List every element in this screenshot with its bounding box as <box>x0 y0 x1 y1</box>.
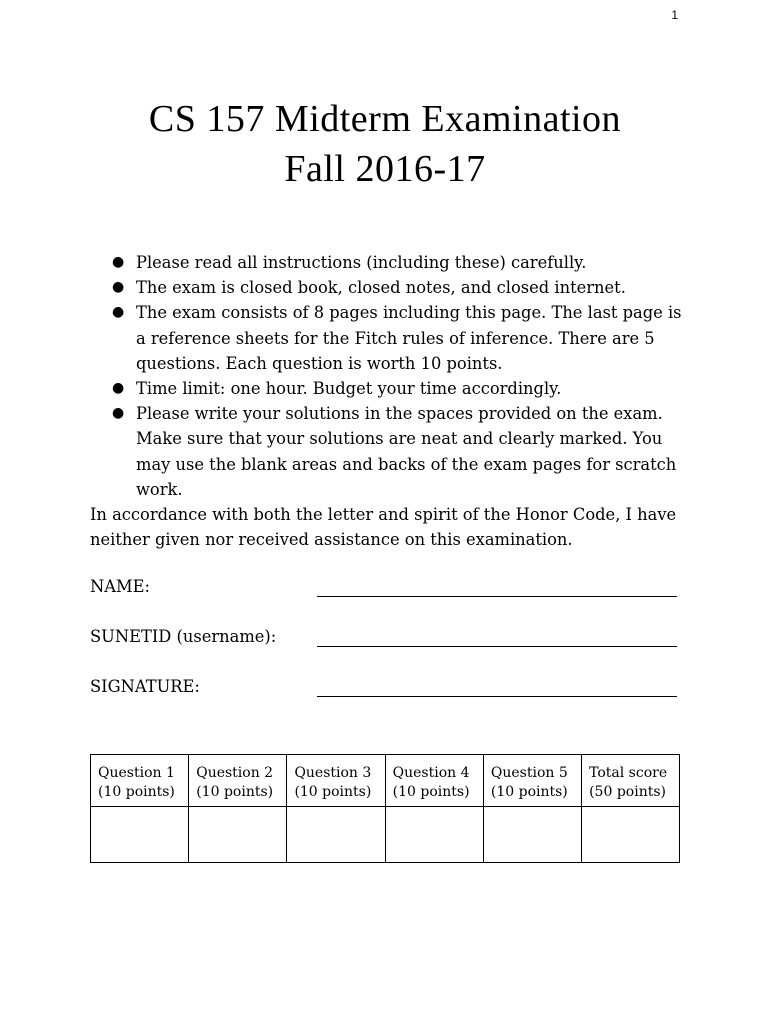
exam-title <box>0 94 770 194</box>
instruction-item <box>90 401 690 502</box>
score-header-points: (10 points) <box>294 784 372 800</box>
score-cell-q4[interactable] <box>385 807 483 863</box>
name-label: NAME: <box>90 577 151 596</box>
score-header-q1 <box>91 755 189 807</box>
signature-field <box>90 677 680 705</box>
score-header-q5 <box>483 755 581 807</box>
name-blank-line[interactable] <box>317 596 677 597</box>
signature-blank-line[interactable] <box>317 696 677 697</box>
instruction-item <box>90 250 690 275</box>
score-cell-q5[interactable] <box>483 807 581 863</box>
score-header-q3 <box>287 755 385 807</box>
bullet-icon: ● <box>112 405 125 422</box>
honor-code-statement: In accordance with both the letter and spirit of the Honor Code, I have neither given nor received assistance on this examination. <box>90 505 677 550</box>
score-cell-q1[interactable] <box>91 807 189 863</box>
sunetid-field <box>90 627 680 655</box>
instruction-text: The exam consists of 8 pages including this page. The last page is a reference sheets for the Fitch rules of inference. There are 5 questions. Each question is worth 10 points. <box>136 303 682 373</box>
score-cell-total[interactable] <box>582 807 680 863</box>
instruction-item <box>90 275 690 300</box>
score-header-title: Total score <box>589 765 668 781</box>
instruction-item <box>90 376 690 401</box>
instruction-text: Please write your solutions in the spaces provided on the exam. Make sure that your solutions are neat and clearly marked. You may use the blank areas and backs of the exam pages for scratch work. <box>136 404 677 499</box>
score-header-title: Question 2 <box>196 765 274 781</box>
signature-label: SIGNATURE: <box>90 677 200 696</box>
score-header-points: (10 points) <box>490 784 568 800</box>
bullet-icon: ● <box>112 380 125 397</box>
bullet-icon: ● <box>112 279 125 296</box>
score-table <box>90 754 680 863</box>
score-table-header-row <box>91 755 680 807</box>
score-header-title: Question 1 <box>98 765 175 781</box>
instruction-text: Time limit: one hour. Budget your time accordingly. <box>136 379 562 399</box>
score-header-points: (10 points) <box>98 784 175 800</box>
sunetid-label: SUNETID (username): <box>90 627 277 646</box>
sunetid-blank-line[interactable] <box>317 646 677 647</box>
score-header-points: (50 points) <box>589 784 666 800</box>
instructions-list <box>90 250 690 502</box>
score-cell-q3[interactable] <box>287 807 385 863</box>
instruction-item <box>90 300 690 376</box>
score-header-points: (10 points) <box>392 784 470 800</box>
page-number: 1 <box>671 8 678 22</box>
instruction-text: Please read all instructions (including these) carefully. <box>136 253 587 272</box>
bullet-icon: ● <box>112 304 125 321</box>
bullet-icon: ● <box>112 254 125 270</box>
exam-title-line-1: CS 157 Midterm Examination <box>148 98 622 140</box>
exam-title-line-2: Fall 2016-17 <box>284 148 486 190</box>
score-table-entry-row <box>91 807 680 863</box>
score-cell-q2[interactable] <box>189 807 287 863</box>
score-header-q4 <box>385 755 483 807</box>
score-header-title: Question 3 <box>294 765 372 781</box>
score-header-title: Question 5 <box>490 765 568 781</box>
name-field <box>90 577 680 605</box>
score-header-title: Question 4 <box>392 765 470 781</box>
score-header-total <box>582 755 680 807</box>
score-header-q2 <box>189 755 287 807</box>
instruction-text: The exam is closed book, closed notes, and closed internet. <box>136 278 626 298</box>
score-header-points: (10 points) <box>196 784 274 800</box>
